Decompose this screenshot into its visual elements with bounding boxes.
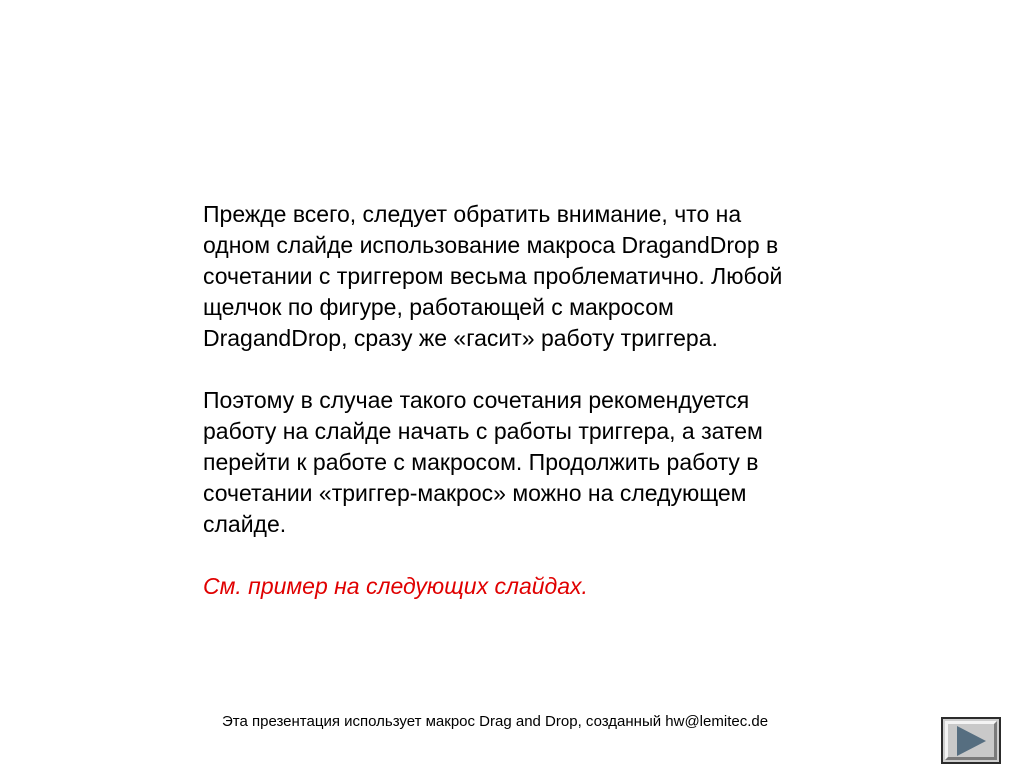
paragraph-2-line: перейти к работе с макросом. Продолжить работу в xyxy=(203,449,759,475)
paragraph-1-line: Прежде всего, следует обратить внимание, что на xyxy=(203,201,742,227)
next-slide-button[interactable] xyxy=(941,717,1001,764)
paragraph-2-line: сочетании «триггер-макрос» можно на следующем xyxy=(203,480,747,506)
paragraph-1-line: одном слайде использование макроса DragandDrop в xyxy=(203,232,779,258)
paragraph-1-line: сочетании с триггером весьма проблематично. Любой xyxy=(203,263,783,289)
paragraph-2-line: работу на слайде начать с работы триггера, а затем xyxy=(203,418,763,444)
paragraph-1 xyxy=(203,199,873,354)
paragraph-2 xyxy=(203,385,873,540)
paragraph-1-line: щелчок по фигуре, работающей с макросом xyxy=(203,294,674,320)
paragraph-2-line: слайде. xyxy=(203,511,287,537)
paragraph-1-line: DragandDrop, сразу же «гасит» работу триггера. xyxy=(203,325,718,351)
main-text-block xyxy=(203,199,873,602)
footer-credit: Эта презентация использует макрос Drag and Drop, созданный hw@lemitec.de xyxy=(222,713,769,730)
play-triangle-icon xyxy=(953,724,989,758)
example-note: См. пример на следующих слайдах. xyxy=(203,573,588,599)
paragraph-2-line: Поэтому в случае такого сочетания рекомендуется xyxy=(203,387,750,413)
